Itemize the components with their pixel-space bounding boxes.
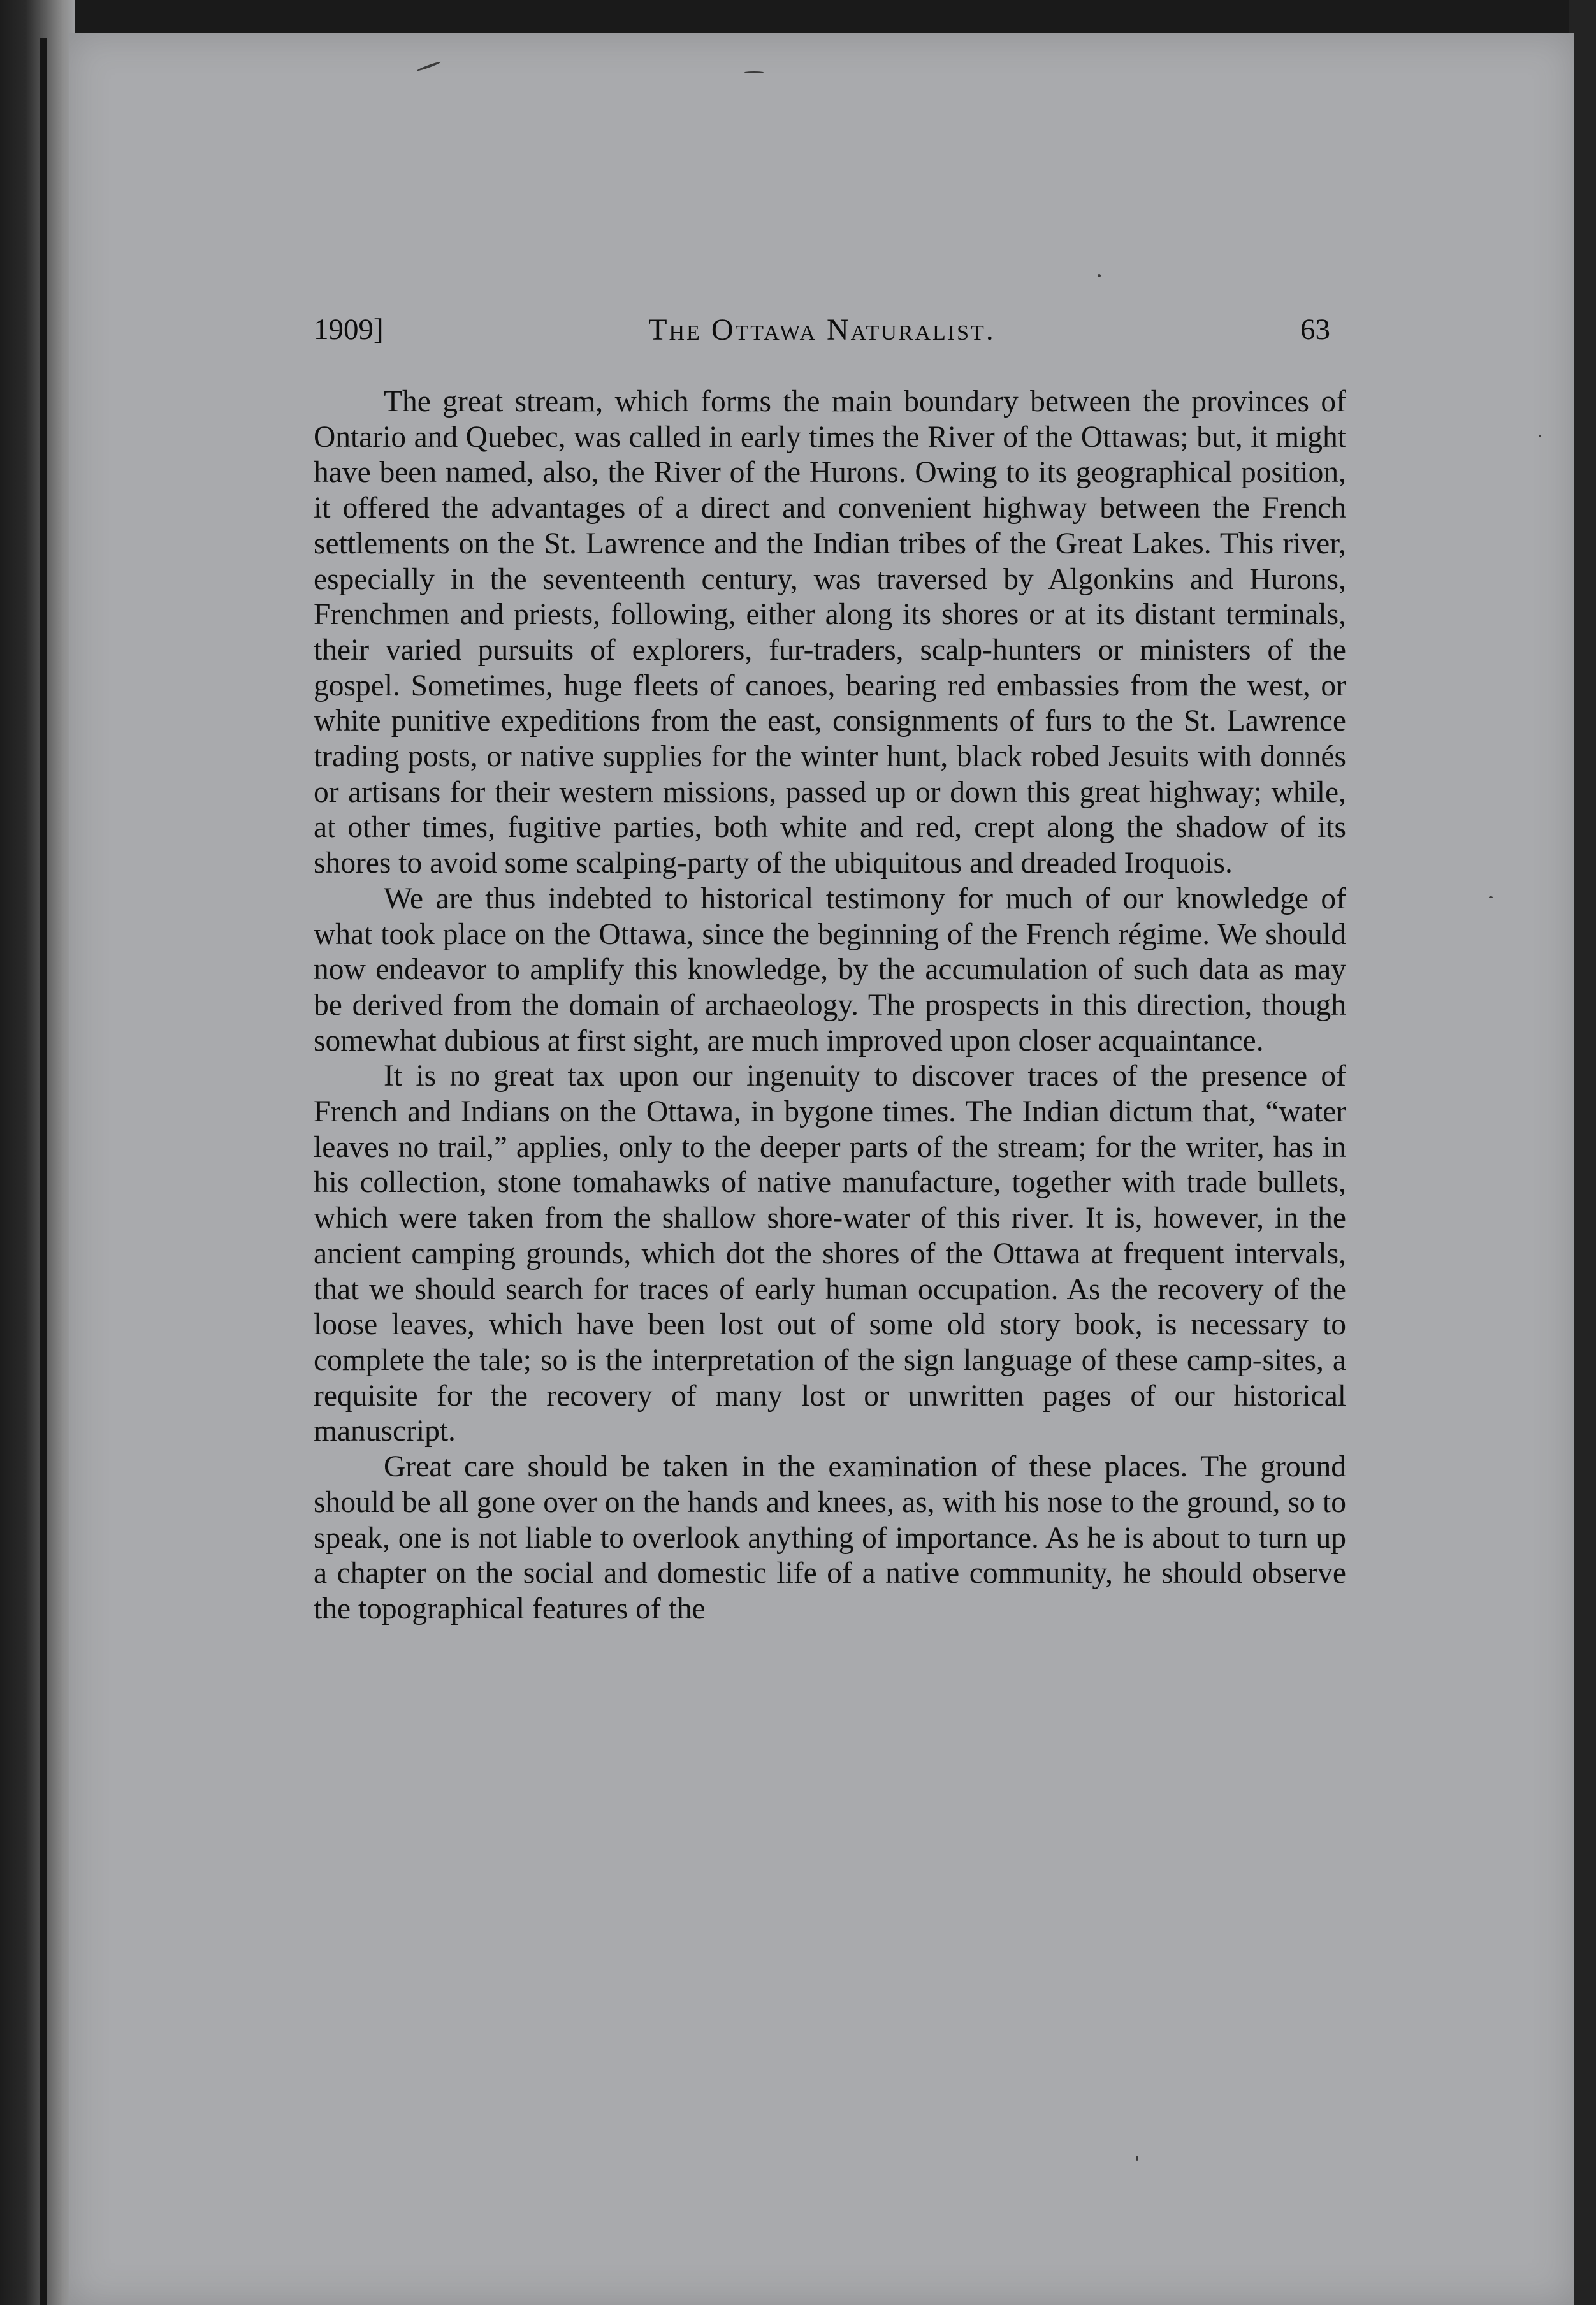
paper-speck: [1098, 274, 1101, 277]
scan-top-border: [0, 0, 1596, 37]
paragraph: We are thus indebted to historical testimony for much of our knowledge of what took place on the Ottawa, since the beginning of the French régime. We should now endeavor to amplify this knowledge, by the accumulation of such data as may be derived from the domain of archaeology. The prospects in this direction, though somewhat dubious at first sight, are much improved upon closer acquaintance.: [314, 882, 1346, 1058]
paper-speck: [1539, 435, 1541, 437]
paragraph: It is no great tax upon our ingenuity to discover traces of the presence of French and Indians on the Ottawa, in bygone times. The Indian dictum that, “water leaves no trail,” applies, only to the deeper parts of the stream; for the writer, has in his collection, stone tomahawks of native manufacture, together with trade bullets, which were taken from the shallow shore-water of this river. It is, however, in the ancient camping grounds, which dot the shores of the Ottawa at frequent intervals, that we should search for traces of early human occupation. As the recovery of the loose leaves, which have been lost out of some old story book, is necessary to complete the tale; so is the interpretation of the sign language of these camp-sites, a requisite for the recovery of many lost or unwritten pages of our historical manuscript.: [314, 1059, 1346, 1448]
paper-speck: [744, 71, 764, 73]
header-journal-title: The Ottawa Naturalist.: [648, 313, 996, 347]
header-page-number: 63: [1300, 313, 1330, 346]
book-spine-shadow: [0, 0, 75, 2305]
paragraph: The great stream, which forms the main boundary between the provinces of Ontario and Quebec, was called in early times the River of the Ottawas; but, it might have been named, also, the River of the Hurons. Owing to its geographical position, it offered the advantages of a direct and convenient highway between the French settlements on the St. Lawrence and the Indian tribes of the Great Lakes. This river, especially in the seventeenth century, was traversed by Algonkins and Hurons, Frenchmen and priests, following, either along its shores or at its distant terminals, their varied pursuits of explorers, fur-traders, scalp-hunters or ministers of the gospel. Sometimes, huge fleets of canoes, bearing red embassies from the west, or white punitive expeditions from the east, consignments of furs to the St. Lawrence trading posts, or native supplies for the winter hunt, black robed Jesuits with donnés or artisans for their western missions, passed up or down this great highway; while, at other times, fugitive parties, both white and red, crept along the shadow of its shores to avoid some scalping-party of the ubiquitous and dreaded Iroquois.: [314, 385, 1346, 880]
paragraph: Great care should be taken in the examination of these places. The ground should be all gone over on the hands and knees, as, with his nose to the ground, so to speak, one is not liable to overlook anything of importance. As he is about to turn up a chapter on the social and domestic life of a native community, he should observe the topographical features of the: [314, 1450, 1346, 1625]
running-header: [314, 312, 1330, 363]
paper-speck: [1489, 896, 1493, 898]
binding-edge: [40, 38, 47, 2305]
header-year: 1909]: [314, 313, 384, 346]
paper-speck: [1136, 2156, 1138, 2161]
paper-speck: [417, 61, 442, 71]
article-body: [314, 384, 1346, 1627]
